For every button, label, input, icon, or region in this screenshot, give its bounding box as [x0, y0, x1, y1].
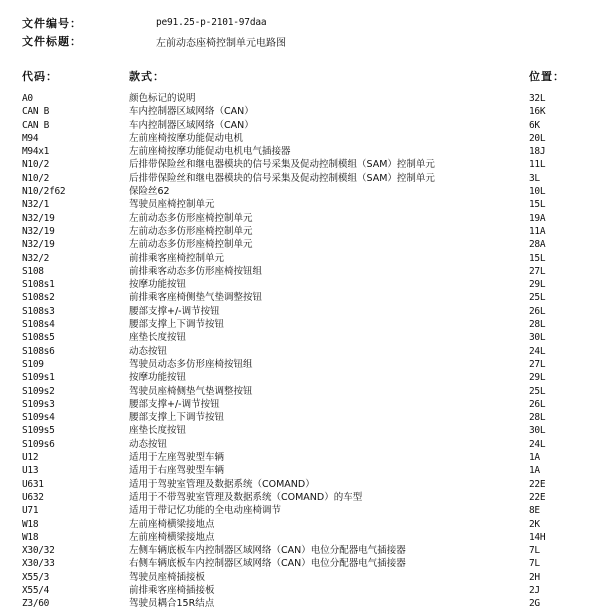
table-row — [0, 478, 602, 491]
row-position: 1A — [529, 465, 540, 477]
table-row — [0, 597, 602, 610]
row-description: 适用于左座驾驶型车辆 — [129, 452, 225, 464]
table-row — [0, 557, 602, 570]
row-description: 腰部支撑+/-调节按钮 — [129, 398, 220, 410]
table-row — [0, 504, 602, 517]
column-header-code: 代码： — [22, 70, 58, 83]
table-row — [0, 92, 602, 105]
row-description: 前排乘客座椅插接板 — [129, 584, 215, 596]
row-code: S108s5 — [22, 332, 55, 344]
table-row — [0, 172, 602, 185]
row-code: A0 — [22, 93, 33, 104]
row-code: N32/19 — [22, 212, 55, 224]
doc-title-label: 文件标题： — [22, 35, 82, 48]
row-position: 32L — [529, 93, 546, 104]
table-row — [0, 424, 602, 437]
row-description: 前排乘客座椅侧垫气垫调整按钮 — [129, 292, 263, 304]
row-position: 2H — [529, 571, 540, 583]
row-description: 左前动态多仿形座椅控制单元 — [129, 212, 253, 224]
row-description: 车内控制器区域网络（CAN） — [129, 106, 254, 118]
row-position: 28L — [529, 319, 546, 331]
row-description: 动态按钮 — [129, 438, 168, 450]
row-code: S109s2 — [22, 385, 55, 397]
row-code: S109s5 — [22, 425, 55, 437]
table-row — [0, 531, 602, 544]
row-description: 后排带保险丝和继电器模块的信号采集及促动控制模组（SAM）控制单元 — [129, 172, 435, 184]
row-description: 左前动态多仿形座椅控制单元 — [129, 239, 253, 251]
row-code: U71 — [22, 505, 39, 517]
row-code: S109s1 — [22, 372, 55, 384]
table-row — [0, 385, 602, 398]
column-header-description: 款式： — [129, 70, 165, 83]
row-code: S108s4 — [22, 319, 55, 331]
row-code: U631 — [22, 478, 44, 490]
row-position: 2J — [529, 584, 540, 596]
row-code: S109s4 — [22, 412, 55, 424]
row-code: S109 — [22, 358, 44, 370]
row-description: 腰部支撑上下调节按钮 — [129, 319, 225, 331]
row-description: 左前座椅按摩功能促动电机电气插接器 — [129, 146, 291, 158]
row-code: S108 — [22, 265, 44, 277]
row-code: U13 — [22, 465, 39, 477]
table-row — [0, 105, 602, 118]
row-description: 左前座椅横梁接地点 — [129, 518, 215, 530]
row-description: 按摩功能按钮 — [129, 372, 187, 384]
row-description: 车内控制器区域网络（CAN） — [129, 119, 254, 131]
table-row — [0, 291, 602, 304]
row-position: 6K — [529, 119, 540, 131]
row-position: 30L — [529, 425, 546, 437]
row-position: 26L — [529, 305, 546, 317]
row-position: 25L — [529, 385, 546, 397]
row-position: 14H — [529, 531, 546, 543]
row-code: X55/4 — [22, 584, 50, 596]
row-description: 驾驶员座椅插接板 — [129, 571, 206, 583]
row-position: 28A — [529, 239, 546, 251]
table-row — [0, 371, 602, 384]
row-position: 20L — [529, 132, 546, 144]
table-row — [0, 225, 602, 238]
row-position: 10L — [529, 186, 546, 198]
row-code: N32/1 — [22, 199, 50, 211]
table-row — [0, 411, 602, 424]
row-description: 按摩功能按钮 — [129, 279, 187, 291]
row-position: 8E — [529, 505, 540, 517]
row-description: 适用于驾驶室管理及数据系统（COMAND） — [129, 478, 315, 490]
row-position: 25L — [529, 292, 546, 304]
row-code: S108s2 — [22, 292, 55, 304]
table-row — [0, 265, 602, 278]
row-position: 7L — [529, 545, 540, 557]
row-position: 30L — [529, 332, 546, 344]
row-description: 前排乘客动态多仿形座椅按钮组 — [129, 265, 263, 277]
row-description: 右侧车辆底板车内控制器区域网络（CAN）电位分配器电气插接器 — [129, 558, 406, 570]
row-description: 适用于带记忆功能的全电动座椅调节 — [129, 505, 282, 517]
legend-table — [0, 92, 602, 611]
doc-number-label: 文件编号： — [22, 17, 82, 30]
table-row — [0, 464, 602, 477]
row-description: 驾驶员座椅控制单元 — [129, 199, 215, 211]
row-code: X30/32 — [22, 545, 55, 557]
row-code: X30/33 — [22, 558, 55, 570]
row-description: 腰部支撑上下调节按钮 — [129, 412, 225, 424]
row-description: 驾驶员动态多仿形座椅按钮组 — [129, 358, 253, 370]
doc-number-value: pe91.25-p-2101-97daa — [156, 17, 267, 28]
row-position: 3L — [529, 172, 540, 184]
row-position: 19A — [529, 212, 546, 224]
column-header-position: 位置： — [529, 70, 565, 83]
row-description: 驾驶员耦合15R结点 — [129, 598, 215, 610]
row-position: 27L — [529, 358, 546, 370]
row-description: 座垫长度按钮 — [129, 332, 187, 344]
doc-title-value: 左前动态座椅控制单元电路图 — [156, 38, 286, 49]
row-description: 适用于右座驾驶型车辆 — [129, 465, 225, 477]
row-code: S108s6 — [22, 345, 55, 357]
row-code: S108s1 — [22, 279, 55, 291]
row-position: 15L — [529, 252, 546, 264]
table-row — [0, 278, 602, 291]
row-code: N32/19 — [22, 225, 55, 237]
row-position: 1A — [529, 452, 540, 464]
table-row — [0, 491, 602, 504]
table-row — [0, 198, 602, 211]
row-position: 22E — [529, 491, 546, 503]
row-description: 后排带保险丝和继电器模块的信号采集及促动控制模组（SAM）控制单元 — [129, 159, 435, 171]
row-code: U632 — [22, 491, 44, 503]
row-position: 29L — [529, 279, 546, 291]
row-code: S108s3 — [22, 305, 55, 317]
row-position: 2G — [529, 598, 540, 610]
row-code: W18 — [22, 518, 39, 530]
table-row — [0, 185, 602, 198]
table-row — [0, 584, 602, 597]
row-code: N32/19 — [22, 239, 55, 251]
row-description: 左前动态多仿形座椅控制单元 — [129, 225, 253, 237]
table-row — [0, 119, 602, 132]
row-code: M94 — [22, 132, 39, 144]
row-position: 22E — [529, 478, 546, 490]
table-row — [0, 345, 602, 358]
row-position: 11L — [529, 159, 546, 171]
row-code: CAN B — [22, 119, 50, 131]
row-description: 前排乘客座椅控制单元 — [129, 252, 225, 264]
row-code: W18 — [22, 531, 39, 543]
row-position: 16K — [529, 106, 546, 118]
row-code: Z3/60 — [22, 598, 50, 610]
row-position: 26L — [529, 398, 546, 410]
row-description: 适用于不带驾驶室管理及数据系统（COMAND）的车型 — [129, 491, 363, 503]
row-position: 24L — [529, 438, 546, 450]
table-row — [0, 145, 602, 158]
row-code: M94x1 — [22, 146, 50, 158]
row-description: 保险丝62 — [129, 186, 170, 198]
row-position: 15L — [529, 199, 546, 211]
table-row — [0, 331, 602, 344]
table-row — [0, 305, 602, 318]
row-code: X55/3 — [22, 571, 50, 583]
row-position: 2K — [529, 518, 540, 530]
row-description: 驾驶员座椅侧垫气垫调整按钮 — [129, 385, 253, 397]
table-row — [0, 132, 602, 145]
row-position: 27L — [529, 265, 546, 277]
row-position: 7L — [529, 558, 540, 570]
table-row — [0, 544, 602, 557]
row-code: N10/2f62 — [22, 186, 66, 198]
table-row — [0, 318, 602, 331]
row-description: 左前座椅按摩功能促动电机 — [129, 132, 244, 144]
table-row — [0, 438, 602, 451]
table-row — [0, 571, 602, 584]
row-code: CAN B — [22, 106, 50, 118]
row-code: N32/2 — [22, 252, 50, 264]
row-code: S109s3 — [22, 398, 55, 410]
table-row — [0, 358, 602, 371]
table-row — [0, 451, 602, 464]
table-row — [0, 252, 602, 265]
table-row — [0, 212, 602, 225]
table-row — [0, 158, 602, 171]
row-description: 腰部支撑+/-调节按钮 — [129, 305, 220, 317]
row-code: U12 — [22, 452, 39, 464]
row-position: 28L — [529, 412, 546, 424]
row-position: 29L — [529, 372, 546, 384]
row-description: 左侧车辆底板车内控制器区域网络（CAN）电位分配器电气插接器 — [129, 545, 406, 557]
row-code: N10/2 — [22, 159, 50, 171]
row-description: 动态按钮 — [129, 345, 168, 357]
row-description: 左前座椅横梁接地点 — [129, 531, 215, 543]
row-code: N10/2 — [22, 172, 50, 184]
row-code: S109s6 — [22, 438, 55, 450]
row-position: 18J — [529, 146, 546, 158]
table-row — [0, 238, 602, 251]
row-description: 颜色标记的说明 — [129, 93, 196, 104]
row-position: 24L — [529, 345, 546, 357]
table-row — [0, 398, 602, 411]
table-row — [0, 518, 602, 531]
row-description: 座垫长度按钮 — [129, 425, 187, 437]
row-position: 11A — [529, 225, 546, 237]
